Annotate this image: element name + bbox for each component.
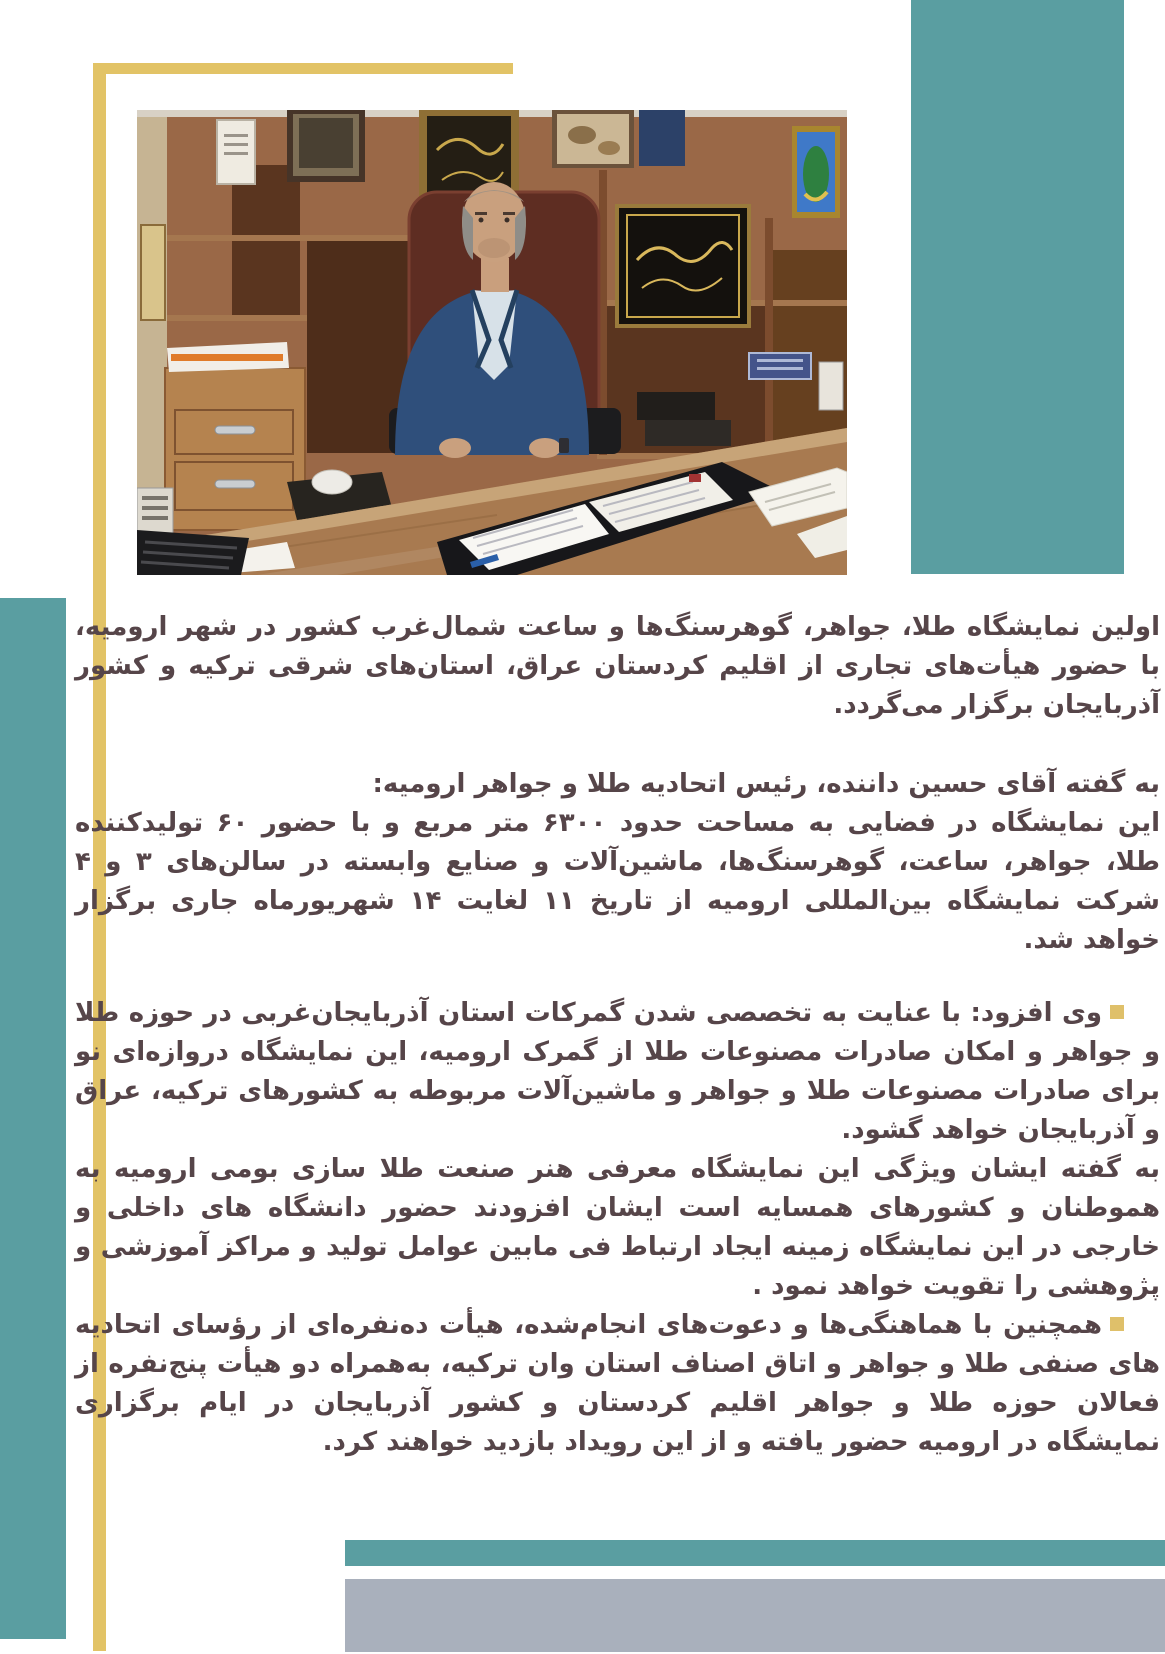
bullet-square-icon	[1110, 1317, 1124, 1331]
gold-accent-bar-horizontal	[93, 63, 513, 74]
office-scene	[137, 110, 847, 575]
teal-accent-block-top-right	[911, 0, 1124, 574]
calligraphy-plaque	[617, 206, 749, 326]
bullet-square-icon	[1110, 1005, 1124, 1019]
local-goldsmithing-paragraph: به گفته ایشان ویژگی این نمایشگاه معرفی هنر صنعت طلا سازی بومی ارومیه به هموطنان و کشورهای همسایه است ایشان افزودند حضور دانشگاه های داخلی و خارجی در این نمایشگاه زمینه ایجاد ارتباط فی مابین عوامل تولید و مراکز آموزشی و پژوهشی را تقویت خواهد نمود .	[75, 1154, 1160, 1301]
gray-accent-bar-bottom	[345, 1579, 1165, 1652]
teal-accent-bar-left	[0, 598, 66, 1639]
teal-accent-bar-bottom	[345, 1540, 1165, 1566]
article-body	[75, 608, 1160, 1462]
statement-heading: به گفته آقای حسین داننده، رئیس اتحادیه طلا و جواهر ارومیه:	[372, 769, 1160, 799]
intro-paragraph: اولین نمایشگاه طلا، جواهر، گوهرسنگ‌ها و ساعت شمال‌غرب کشور در شهر ارومیه، با حضور هیأت‌های تجاری از اقلیم کردستان عراق، استان‌های شرقی ترکیه و کشور آذربایجان برگزار می‌گردد.	[75, 612, 1160, 720]
drawer-cabinet	[165, 342, 305, 530]
bullet-paragraph-delegations	[75, 1306, 1160, 1462]
bullet-paragraph-delegations-text: همچنین با هماهنگی‌ها و دعوت‌های انجام‌شده، هیأت ده‌نفره‌ای از رؤسای اتحادیه های صنفی طلا و جواهر و اتاق اصناف استان وان ترکیه، به‌همراه دو هیأت پنج‌نفره از فعالان حوزه طلا و جواهر اقلیم کردستان و کشور آذربایجان در ایام برگزاری نمایشگاه در ارومیه حضور یافته و از این رویداد بازدید خواهند کرد.	[75, 1310, 1160, 1457]
office-photo	[137, 110, 847, 575]
bullet-paragraph-exports-text: وی افزود: با عنایت به تخصصی شدن گمرکات استان آذربایجان‌غربی در حوزه طلا و جواهر و امکان صادرات مصنوعات طلا از گمرک ارومیه، این نمایشگاه دروازه‌ای نو برای صادرات مصنوعات طلا و جواهر و ماشین‌آلات مربوطه به کشورهای ترکیه، عراق و آذربایجان خواهد گشود.	[75, 998, 1160, 1145]
bullet-paragraph-exports	[75, 994, 1160, 1150]
exhibition-details-paragraph: این نمایشگاه در فضایی به مساحت حدود ۶۳۰۰ متر مربع و با حضور ۶۰ تولیدکننده طلا، جواهر، ساعت، گوهرسنگ‌ها، ماشین‌آلات و صنایع وابسته در سالن‌های ۳ و ۴ شرکت نمایشگاه بین‌المللی ارومیه از تاریخ ۱۱ لغایت ۱۴ شهریورماه جاری برگزار خواهد شد.	[75, 808, 1161, 955]
